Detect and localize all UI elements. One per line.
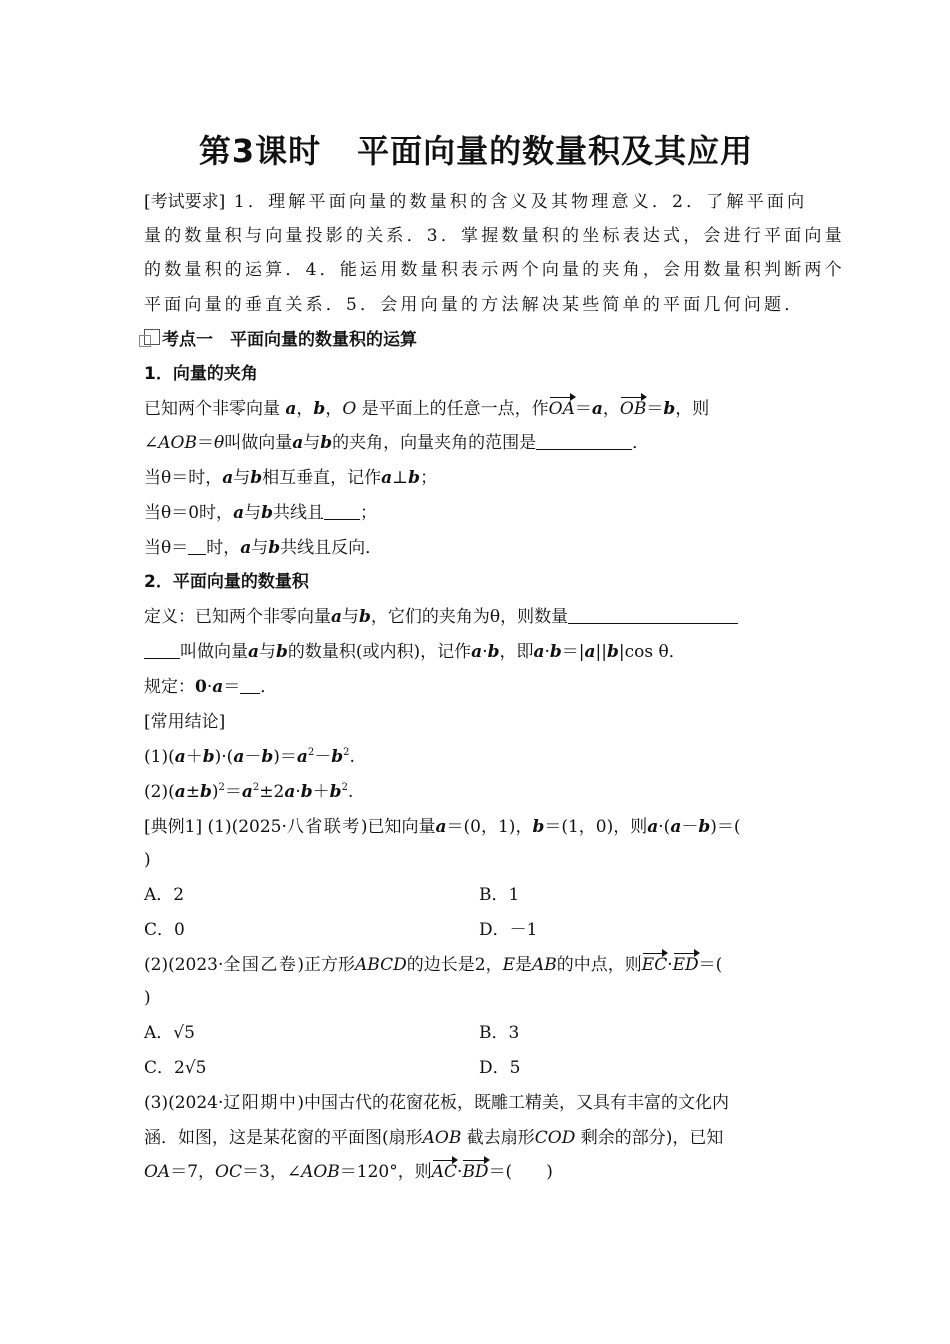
conclusion-1: $(1)(a+b)\cdot(a-b)=a^2-b^2$. [144,747,355,767]
q1-option-a: A．2 [144,885,185,905]
answer-blank [240,675,260,694]
requirements-label: [考试要求] [144,192,226,212]
requirements-line-1: [考试要求] 1．理解平面向量的数量积的含义及其物理意义．2．了解平面向 [144,192,808,212]
angle-line-1: 已知两个非零向量 a，b，O 是平面上的任意一点，作OA＝a，OB＝b，则 [144,399,710,419]
title-topic: 平面向量的数量积及其应用 [357,132,754,170]
section-heading: 考点一 平面向量的数量积的运算 [144,328,417,352]
requirements-line-4: 平面向量的垂直关系．5．会用向量的方法解决某些简单的平面几何问题． [144,295,805,315]
q1-option-d: D．－1 [479,920,538,940]
section-tag-icon [144,329,160,345]
subheading-dot-product: 2．平面向量的数量积 [144,572,309,592]
angle-line-4: 当θ＝0时，a与b共线且 ； [144,503,377,523]
q1-option-c: C．0 [144,920,185,940]
example-q3-line-2: 涵．如图，这是某花窗的平面图(扇形AOB 截去扇形COD 剩余的部分)，已知 [144,1128,724,1148]
answer-blank [568,605,738,624]
angle-line-2: ∠AOB＝θ叫做向量a与b的夹角，向量夹角的范围是 ． [144,433,650,453]
requirements-line-3: 的数量积的运算．4．能运用数量积表示两个向量的夹角，会用数量积判断两个 [144,260,845,280]
dot-rule-line: 规定：0·a＝ ． [144,677,278,697]
example-q1-line-1: [典例1] (1)(2025·八省联考)已知向量a＝(0，1)，b＝(1，0)，则a·(a－b)＝( [144,817,741,837]
angle-line-5: 当θ＝ 时，a与b共线且反向． [144,538,383,558]
example-q1-close: ) [144,850,151,870]
title-lesson: 第3课时 [198,132,322,170]
dot-definition-line-2: 叫做向量a与b的数量积(或内积)，记作a·b，即a·b＝|a||b|cos θ． [144,640,686,664]
dot-definition-line-1: 定义：已知两个非零向量a与b，它们的夹角为θ，则数量 [144,605,738,629]
q2-option-c: C．2√5 [144,1058,207,1078]
example-label: [典例1] [144,817,203,837]
example-q2-close: ) [144,988,151,1008]
q1-option-b: B．1 [479,885,520,905]
q2-option-d: D．5 [479,1058,521,1078]
angle-line-3: 当θ＝时，a与b相互垂直，记作a⊥b； [144,468,438,488]
example-q2-line-1: (2)(2023·全国乙卷)正方形ABCD的边长是2，E是AB的中点，则EC·ED＝( [144,955,723,975]
example-q3-line-1: (3)(2024·辽阳期中)中国古代的花窗花板，既雕工精美，又具有丰富的文化内 [144,1093,730,1113]
subheading-angle: 1．向量的夹角 [144,364,258,384]
example-q3-line-3: OA＝7，OC＝3，∠AOB＝120°，则AC·BD＝( ) [144,1162,553,1182]
answer-blank [536,431,632,450]
answer-blank [188,536,206,555]
conclusions-label: [常用结论] [144,712,226,732]
conclusion-2: $(2)(a\pm b)^2=a^2\pm 2a\cdot b+b^2$. [144,782,354,802]
q2-option-a: A．√5 [144,1023,195,1043]
answer-blank [144,640,180,659]
page-title [144,126,808,172]
requirements-line-2: 量的数量积与向量投影的关系．3．掌握数量积的坐标表达式，会进行平面向量 [144,226,845,246]
answer-blank [324,501,360,520]
q2-option-b: B．3 [479,1023,520,1043]
